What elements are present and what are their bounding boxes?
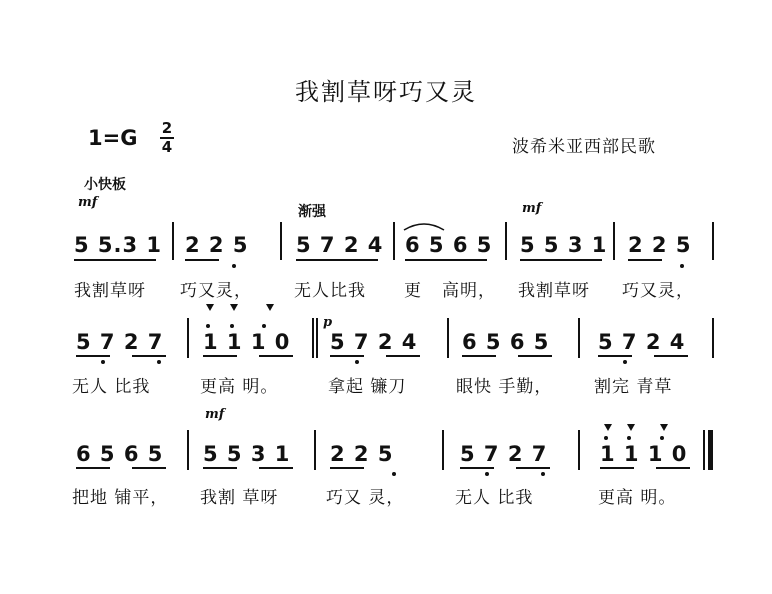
beam-line	[600, 467, 634, 469]
accent-mark	[660, 424, 668, 431]
beam-line	[296, 259, 378, 261]
dynamic-mark: p	[323, 315, 333, 330]
bar-line	[712, 222, 714, 260]
octave-dot	[101, 360, 105, 364]
measure-notes: 5 5 3 1	[203, 442, 291, 466]
lyric-text: 把地 铺平，	[72, 488, 169, 508]
octave-dot	[541, 472, 545, 476]
octave-dot	[355, 360, 359, 364]
beam-line	[405, 259, 487, 261]
lyric-text: 无人比我	[294, 281, 366, 301]
accent-mark	[230, 304, 238, 311]
expression-mark: 渐强	[298, 204, 326, 220]
final-bar-thick	[708, 430, 713, 470]
lyric-text: 更	[404, 281, 422, 301]
bar-line	[613, 222, 615, 260]
beam-line	[516, 467, 550, 469]
measure-notes: 2 2 5	[330, 442, 394, 466]
measure-notes: 5 7 2 4	[598, 330, 686, 354]
composer-credit: 波希米亚西部民歌	[512, 137, 656, 157]
time-signature-bottom: 4	[161, 138, 173, 156]
time-signature	[160, 121, 174, 155]
lyric-text: 割完 青草	[594, 377, 673, 397]
key-signature: 1=G	[88, 126, 138, 150]
beam-line	[76, 467, 110, 469]
beam-line	[628, 259, 662, 261]
lyric-text: 无人 比我	[72, 377, 151, 397]
beam-line	[654, 355, 688, 357]
octave-dot	[623, 360, 627, 364]
octave-dot	[627, 436, 631, 440]
octave-dot	[680, 264, 684, 268]
lyric-text: 无人 比我	[455, 488, 534, 508]
beam-line	[330, 355, 364, 357]
time-signature-top: 2	[161, 119, 173, 137]
tempo-marking: 小快板	[84, 177, 126, 193]
lyric-text: 巧又灵，	[622, 281, 694, 301]
slur-mark	[402, 220, 446, 232]
measure-notes: 5 5 3 1	[520, 233, 608, 257]
final-bar-line	[703, 430, 705, 470]
beam-line	[259, 355, 293, 357]
measure-notes: 2 2 5	[185, 233, 249, 257]
octave-dot	[157, 360, 161, 364]
measure-notes: 6 5 6 5	[76, 442, 164, 466]
bar-line	[172, 222, 174, 260]
octave-dot	[604, 436, 608, 440]
measure-notes: 1 1 1 0	[203, 330, 291, 354]
octave-dot	[392, 472, 396, 476]
measure-notes: 5 7 2 7	[460, 442, 548, 466]
beam-line	[76, 355, 110, 357]
beam-line	[386, 355, 420, 357]
beam-line	[598, 355, 632, 357]
beam-line	[460, 467, 494, 469]
accent-mark	[206, 304, 214, 311]
lyric-text: 更高 明。	[598, 488, 677, 508]
beam-line	[520, 259, 602, 261]
octave-dot	[485, 472, 489, 476]
beam-line	[203, 355, 237, 357]
measure-notes: 5 5.3 1	[74, 233, 163, 257]
lyric-text: 眼快 手勤，	[456, 377, 553, 397]
beam-line	[330, 467, 364, 469]
bar-line	[312, 318, 314, 358]
lyric-text: 我割 草呀	[200, 488, 279, 508]
measure-notes: 6 5 6 5	[462, 330, 550, 354]
bar-line	[712, 318, 714, 358]
octave-dot	[660, 436, 664, 440]
octave-dot	[230, 324, 234, 328]
accent-mark	[604, 424, 612, 431]
bar-line	[505, 222, 507, 260]
lyric-text: 巧又 灵，	[326, 488, 405, 508]
bar-line	[187, 318, 189, 358]
lyric-text: 更高 明。	[200, 377, 279, 397]
dynamic-mark: mf	[205, 407, 225, 422]
beam-line	[462, 355, 496, 357]
bar-line	[393, 222, 395, 260]
measure-notes: 1 1 1 0	[600, 442, 688, 466]
lyric-text: 高明，	[442, 281, 496, 301]
bar-line	[316, 318, 318, 358]
song-title: 我割草呀巧又灵	[295, 78, 477, 106]
beam-line	[518, 355, 552, 357]
octave-dot	[262, 324, 266, 328]
measure-notes: 5 7 2 4	[296, 233, 384, 257]
accent-mark	[627, 424, 635, 431]
beam-line	[259, 467, 293, 469]
beam-line	[132, 467, 166, 469]
octave-dot	[206, 324, 210, 328]
lyric-text: 拿起 镰刀	[328, 377, 407, 397]
octave-dot	[232, 264, 236, 268]
bar-line	[447, 318, 449, 358]
lyric-text: 我割草呀	[74, 281, 146, 301]
measure-notes: 5 7 2 4	[330, 330, 418, 354]
beam-line	[656, 467, 690, 469]
beam-line	[185, 259, 219, 261]
lyric-text: 我割草呀	[518, 281, 590, 301]
bar-line	[442, 430, 444, 470]
accent-mark	[266, 304, 274, 311]
beam-line	[74, 259, 156, 261]
lyric-text: 巧又灵，	[180, 281, 252, 301]
measure-notes: 2 2 5	[628, 233, 692, 257]
bar-line	[578, 430, 580, 470]
bar-line	[187, 430, 189, 470]
beam-line	[132, 355, 166, 357]
dynamic-mark: mf	[522, 201, 542, 216]
measure-notes: 6 5 6 5	[405, 233, 493, 257]
measure-notes: 5 7 2 7	[76, 330, 164, 354]
bar-line	[578, 318, 580, 358]
dynamic-mark: mf	[78, 195, 98, 210]
bar-line	[314, 430, 316, 470]
beam-line	[203, 467, 237, 469]
bar-line	[280, 222, 282, 260]
